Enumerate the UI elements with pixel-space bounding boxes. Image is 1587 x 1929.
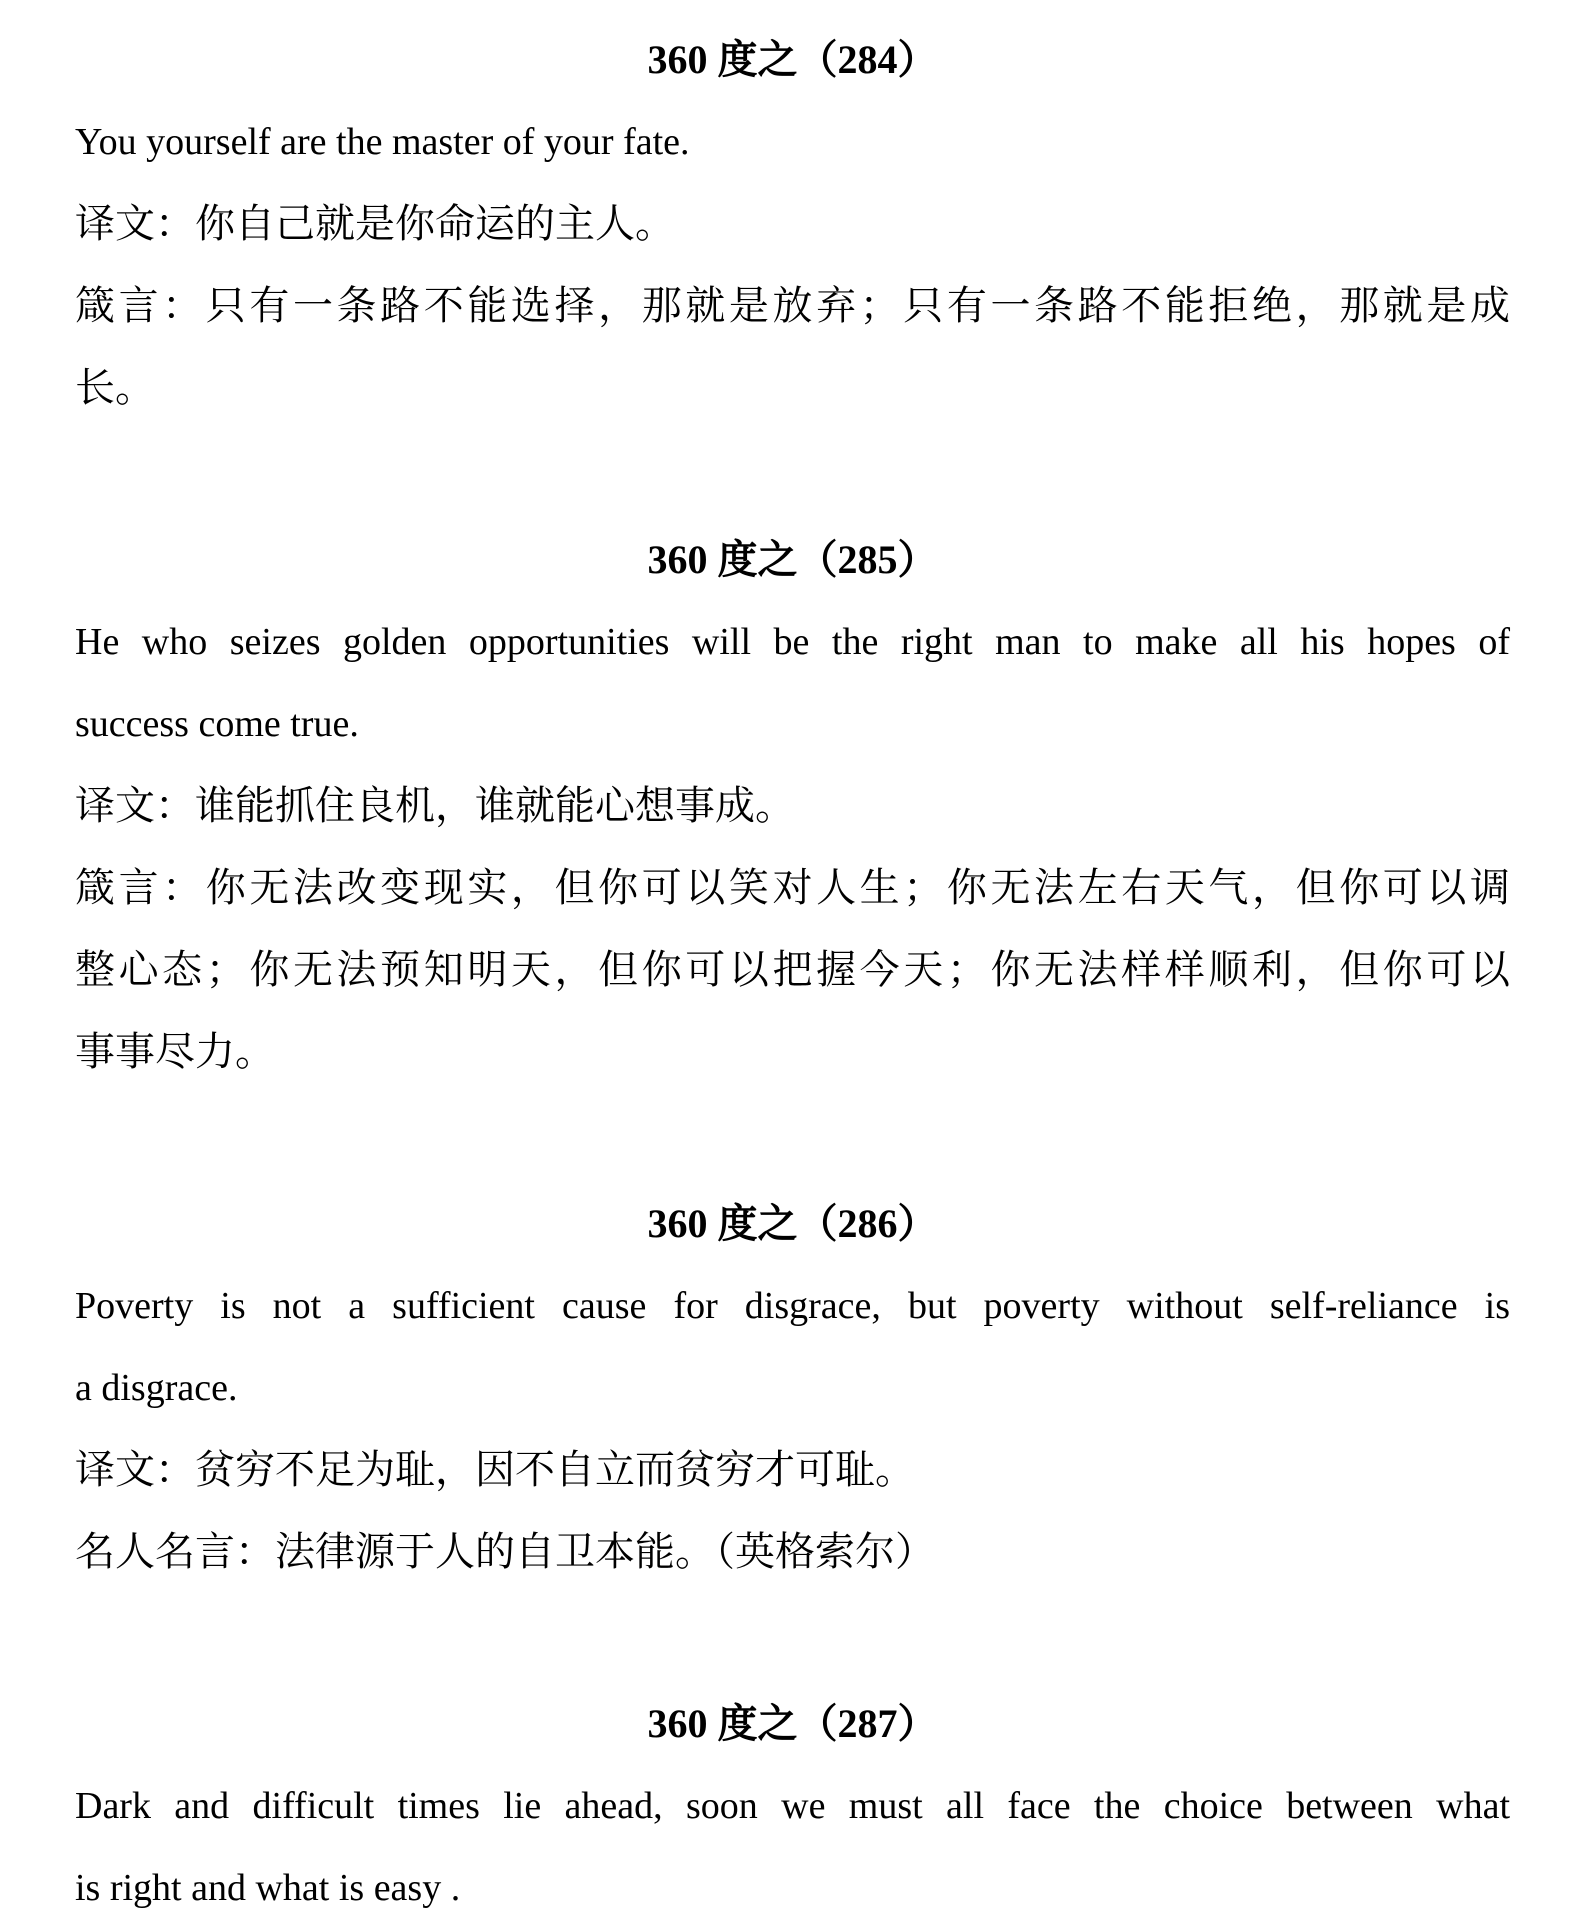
section-title-285: 360 度之（285） bbox=[647, 537, 938, 582]
motto-line: 箴言：你无法改变现实，但你可以笑对人生；你无法左右天气，但你可以调 bbox=[75, 865, 1510, 910]
motto-line-continued: 长。 bbox=[75, 365, 155, 410]
english-sentence-line: He who seizes golden opportunities will be the right man to make all his hopes of bbox=[75, 621, 1510, 663]
motto-line-continued: 整心态；你无法预知明天，但你可以把握今天；你无法样样顺利，但你可以 bbox=[75, 947, 1510, 992]
chinese-translation-line: 译文：贫穷不足为耻，因不自立而贫穷才可耻。 bbox=[75, 1447, 915, 1492]
section-title-284: 360 度之（284） bbox=[647, 37, 938, 82]
section-title-286: 360 度之（286） bbox=[647, 1201, 938, 1246]
english-sentence-line: You yourself are the master of your fate. bbox=[75, 121, 690, 163]
famous-quote-line: 名人名言：法律源于人的自卫本能。（英格索尔） bbox=[75, 1529, 935, 1574]
english-sentence-line-continued: success come true. bbox=[75, 703, 359, 745]
motto-line: 箴言：只有一条路不能选择，那就是放弃；只有一条路不能拒绝，那就是成 bbox=[75, 283, 1510, 328]
motto-line-end: 事事尽力。 bbox=[75, 1029, 275, 1074]
chinese-translation-line: 译文：谁能抓住良机，谁就能心想事成。 bbox=[75, 783, 795, 828]
section-360-287 bbox=[75, 1683, 1510, 1929]
section-360-284 bbox=[75, 19, 1510, 429]
section-360-285 bbox=[75, 519, 1510, 1093]
chinese-translation-line: 译文：你自己就是你命运的主人。 bbox=[75, 201, 675, 246]
english-sentence-line-continued: a disgrace. bbox=[75, 1367, 238, 1409]
english-sentence-line: Dark and difficult times lie ahead, soon we must all face the choice between what bbox=[75, 1785, 1510, 1827]
english-sentence-line-continued: is right and what is easy . bbox=[75, 1867, 461, 1909]
section-title-287: 360 度之（287） bbox=[647, 1701, 938, 1746]
english-sentence-line: Poverty is not a sufficient cause for disgrace, but poverty without self-reliance is bbox=[75, 1285, 1510, 1327]
section-360-286 bbox=[75, 1183, 1510, 1593]
